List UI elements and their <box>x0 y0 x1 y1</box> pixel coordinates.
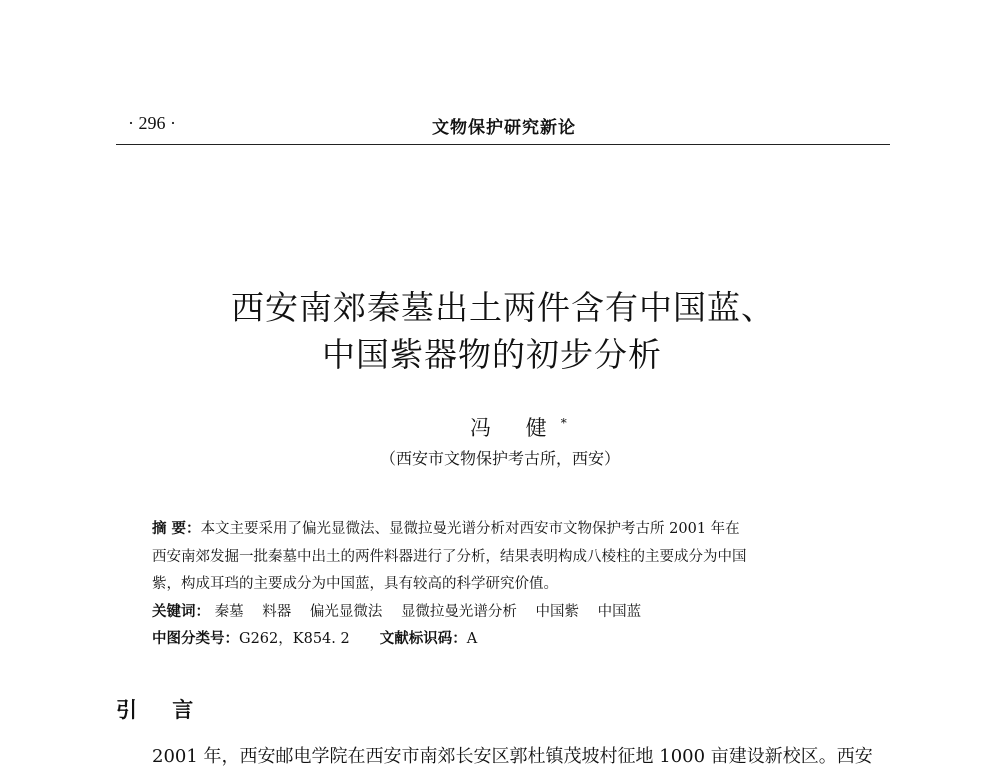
abstract-line-3: 紫，构成耳珰的主要成分为中国蓝，具有较高的科学研究价值。 <box>152 576 558 592</box>
abstract-line-1 <box>152 516 872 544</box>
author-line <box>470 412 567 442</box>
abstract-label: 摘 要： <box>152 521 201 537</box>
clc-value: G262，K854. 2 <box>239 631 350 647</box>
classification-line <box>152 626 872 654</box>
section-heading: 引 言 <box>116 698 208 722</box>
article-title-line-1: 西安南郊秦墓出土两件含有中国蓝、 <box>231 288 775 327</box>
doc-code-label: 文献标识码： <box>379 631 467 647</box>
running-title: 文物保护研究新论 <box>432 118 576 138</box>
keyword: 料器 <box>262 603 292 620</box>
author-note-mark: * <box>560 416 567 430</box>
abstract-block <box>152 516 872 654</box>
clc-label: 中图分类号： <box>152 631 239 647</box>
header-rule <box>116 144 890 145</box>
keyword: 偏光显微法 <box>309 603 383 620</box>
author-name: 冯 健 <box>470 416 561 440</box>
keywords-line <box>152 599 872 627</box>
keywords-label: 关键词： <box>152 603 210 620</box>
doc-code-value: A <box>466 631 478 647</box>
article-title-line-2: 中国紫器物的初步分析 <box>322 335 662 374</box>
page-number: · 296 · <box>128 113 176 133</box>
keyword: 中国紫 <box>535 603 580 620</box>
body-text-first-line: 2001 年，西安邮电学院在西安市南郊长安区郭杜镇茂坡村征地 1000 亩建设新校区。西安 <box>152 746 873 767</box>
keyword: 显微拉曼光谱分析 <box>400 603 517 620</box>
author-affiliation: （西安市文物保护考古所，西安） <box>380 449 621 468</box>
abstract-text-1: 本文主要采用了偏光显微法、显微拉曼光谱分析对西安市文物保护考古所 2001 年在 <box>200 521 740 537</box>
keyword: 中国蓝 <box>597 603 642 620</box>
keyword: 秦墓 <box>214 603 244 620</box>
abstract-line-2: 西安南郊发掘一批秦墓中出土的两件料器进行了分析，结果表明构成八棱柱的主要成分为中国 <box>152 548 747 565</box>
